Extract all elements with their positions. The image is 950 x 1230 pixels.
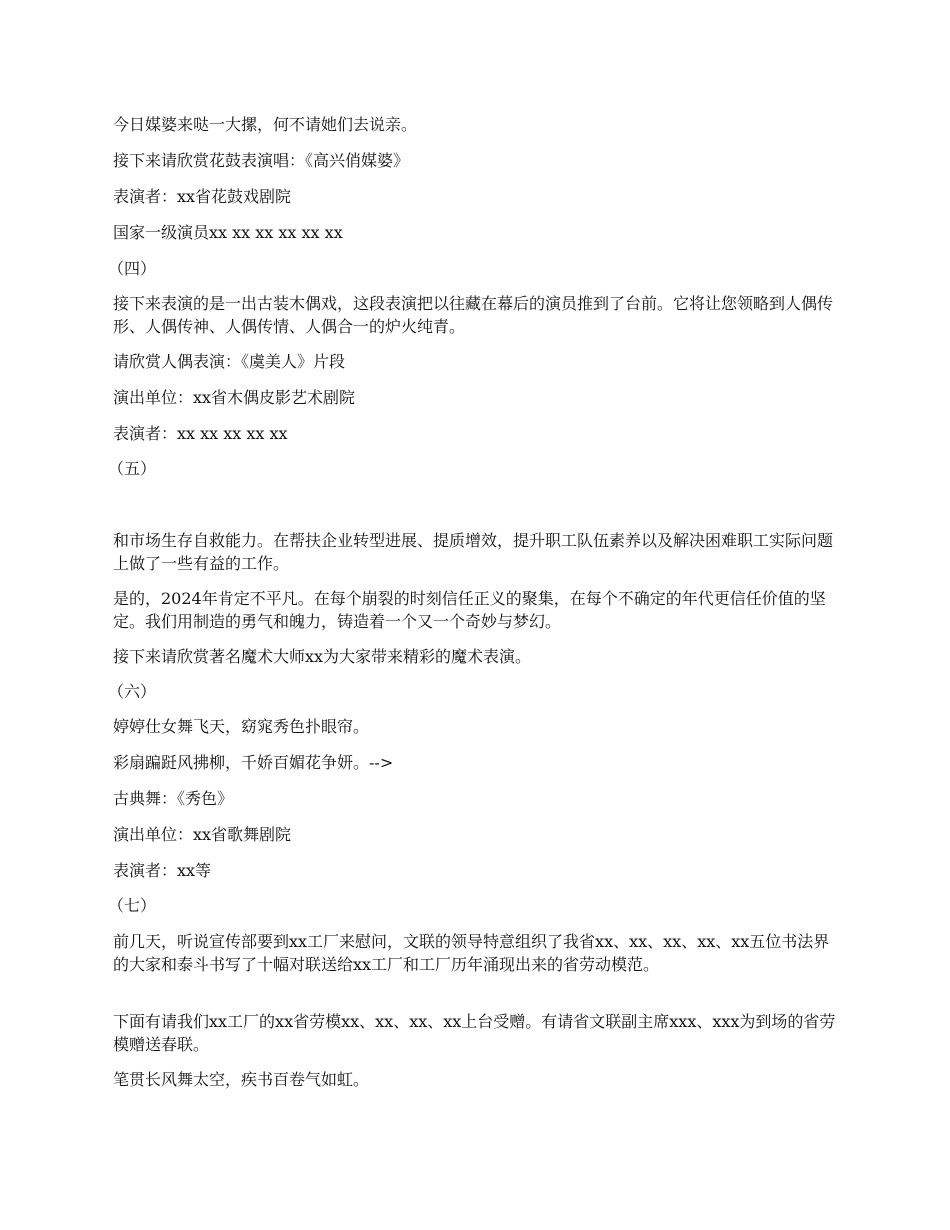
paragraph: 和市场生存自救能力。在帮扶企业转型进展、提质增效，提升职工队伍素养以及解决困难职工实际问题上做了一些有益的工作。: [113, 531, 834, 573]
paragraph: 接下来请欣赏著名魔术大师xx为大家带来精彩的魔术表演。: [113, 647, 532, 666]
paragraph: 今日媒婆来哒一大摞，何不请她们去说亲。: [113, 115, 418, 134]
paragraph: 表演者：xx省花鼓戏剧院: [113, 187, 292, 206]
paragraph: 国家一级演员xx xx xx xx xx xx: [113, 223, 343, 242]
paragraph: 演出单位：xx省歌舞剧院: [113, 825, 292, 844]
section-heading: （六）: [108, 682, 157, 701]
paragraph: 下面有请我们xx工厂的xx省劳模xx、xx、xx、xx上台受赠。有请省文联副主席xxx、xxx为到场的省劳模赠送春联。: [113, 1012, 836, 1054]
paragraph: 请欣赏人偶表演：《虞美人》片段: [113, 352, 346, 371]
paragraph: 表演者：xx xx xx xx xx: [113, 424, 288, 443]
section-heading: （五）: [108, 459, 157, 478]
paragraph: 古典舞：《秀色》: [113, 789, 234, 808]
paragraph: 前几天，听说宣传部要到xx工厂来慰问，文联的领导特意组织了我省xx、xx、xx、xx、xx五位书法界的大家和泰斗书写了十幅对联送给xx工厂和工厂历年涌现出来的省劳动模范。: [113, 932, 830, 974]
paragraph: 婷婷仕女舞飞天，窈窕秀色扑眼帘。: [113, 717, 370, 736]
paragraph: 是的，2024年肯定不平凡。在每个崩裂的时刻信任正义的聚集，在每个不确定的年代更信任价值的坚定。我们用制造的勇气和魄力，铸造着一个又一个奇妙与梦幻。: [113, 589, 826, 631]
paragraph: 表演者：xx等: [113, 861, 212, 880]
section-heading: （七）: [108, 896, 157, 915]
section-heading: （四）: [108, 259, 157, 278]
paragraph: 接下来请欣赏花鼓表演唱：《高兴俏媒婆》: [113, 151, 410, 170]
paragraph: 彩扇蹁跹风拂柳，千娇百媚花争妍。-->: [113, 753, 394, 772]
paragraph: 接下来表演的是一出古装木偶戏，这段表演把以往藏在幕后的演员推到了台前。它将让您领略到人偶传形、人偶传神、人偶传情、人偶合一的炉火纯青。: [113, 294, 834, 336]
paragraph: 笔贯长风舞太空，疾书百卷气如虹。: [113, 1070, 370, 1089]
paragraph: 演出单位：xx省木偶皮影艺术剧院: [113, 388, 356, 407]
